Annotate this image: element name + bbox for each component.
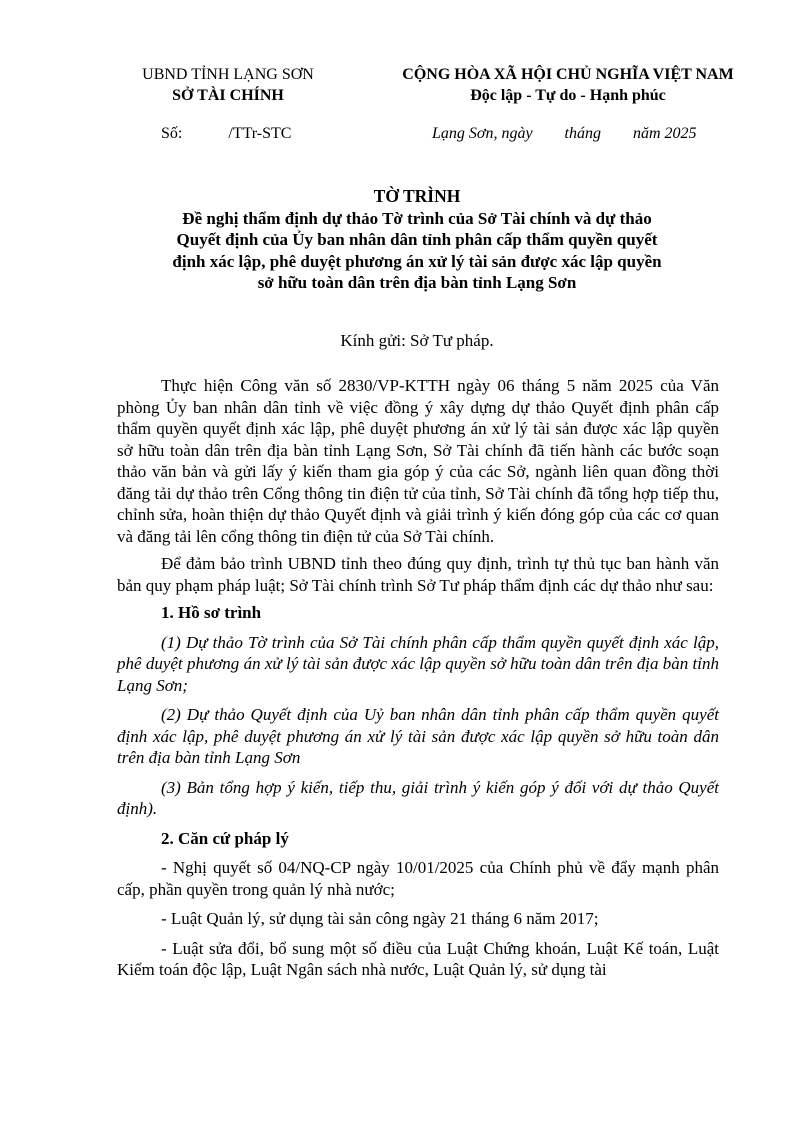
document-number bbox=[161, 124, 291, 144]
ref-suffix: /TTr-STC bbox=[228, 125, 292, 142]
dossier-item: (2) Dự thảo Quyết định của Uỷ ban nhân dân tỉnh phân cấp thẩm quyền quyết định xác lập, phê duyệt phương án xử lý tài sản được xác lập quyền sở hữu toàn dân trên địa bàn tỉnh Lạng Sơn bbox=[117, 705, 719, 767]
title-line-3: định xác lập, phê duyệt phương án xử lý tài sản được xác lập quyền bbox=[172, 251, 662, 271]
recipient-line: Kính gửi: Sở Tư pháp. bbox=[340, 331, 494, 350]
date-month: tháng bbox=[564, 125, 601, 142]
place-date bbox=[432, 124, 697, 144]
body-paragraph-2: Để đảm bảo trình UBND tỉnh theo đúng quy định, trình tự thủ tục ban hành văn bản quy phạm pháp luật; Sở Tài chính trình Sở Tư pháp thẩm định các dự thảo như sau: bbox=[117, 554, 719, 595]
title-line-2: Quyết định của Ủy ban nhân dân tỉnh phân cấp thẩm quyền quyết bbox=[176, 230, 658, 249]
legal-basis-item: - Luật Quản lý, sử dụng tài sản công ngày 21 tháng 6 năm 2017; bbox=[161, 909, 599, 928]
date-year: năm 2025 bbox=[633, 125, 697, 142]
section-1-heading: 1. Hồ sơ trình bbox=[161, 603, 262, 622]
national-motto bbox=[378, 64, 758, 106]
title-line-4: sở hữu toàn dân trên địa bàn tỉnh Lạng Sơn bbox=[257, 273, 577, 292]
legal-basis-item: - Luật sửa đổi, bổ sung một số điều của Luật Chứng khoán, Luật Kế toán, Luật Kiểm toán độc lập, Luật Ngân sách nhà nước, Luật Quản lý, sử dụng tài bbox=[117, 938, 719, 979]
title-line-1: Đề nghị thẩm định dự thảo Tờ trình của Sở Tài chính và dự thảo bbox=[182, 208, 652, 228]
ref-prefix: Số: bbox=[161, 125, 183, 142]
document-title bbox=[117, 186, 717, 294]
document-body bbox=[117, 375, 719, 989]
dossier-item: (1) Dự thảo Tờ trình của Sở Tài chính phân cấp thẩm quyền quyết định xác lập, phê duyệt phương án xử lý tài sản được xác lập quyền sở hữu toàn dân trên địa bàn tỉnh Lạng Sơn; bbox=[117, 632, 719, 695]
agency-parent: UBND TỈNH LẠNG SƠN bbox=[142, 66, 314, 83]
legal-basis-item: - Nghị quyết số 04/NQ-CP ngày 10/01/2025 của Chính phủ về đẩy mạnh phân cấp, phần quyền trong quản lý nhà nước; bbox=[117, 858, 719, 899]
motto: Độc lập - Tự do - Hạnh phúc bbox=[470, 87, 666, 104]
document-type: TỜ TRÌNH bbox=[373, 186, 461, 206]
agency-name: SỞ TÀI CHÍNH bbox=[172, 87, 284, 104]
country-name: CỘNG HÒA XÃ HỘI CHỦ NGHĨA VIỆT NAM bbox=[402, 66, 734, 83]
dossier-item: (3) Bản tổng hợp ý kiến, tiếp thu, giải trình ý kiến góp ý đối với dự thảo Quyết định). bbox=[117, 777, 719, 818]
body-paragraph-1: Thực hiện Công văn số 2830/VP-KTTH ngày 06 tháng 5 năm 2025 của Văn phòng Ủy ban nhân dân tỉnh về việc đồng ý xây dựng dự thảo Quyết định phân cấp thẩm quyền quyết định xác lập, phê duyệt phương án xử lý tài sản được xác lập quyền sở hữu toàn dân trên địa bàn tỉnh Lạng Sơn, Sở Tài chính đã tiến hành các bước soạn thảo văn bản và gửi lấy ý kiến tham gia góp ý của các Sở, ngành liên quan đồng thời đăng tải dự thảo trên Cổng thông tin điện tử của tỉnh, Sở Tài chính đã tổng hợp tiếp thu, chỉnh sửa, hoàn thiện dự thảo Quyết định và giải trình ý kiến đóng góp của các cơ quan và đăng tải lên cổng thông tin điện tử của Sở Tài chính. bbox=[117, 376, 719, 546]
issuing-agency bbox=[117, 64, 339, 106]
date-place: Lạng Sơn, ngày bbox=[432, 125, 533, 142]
section-2-heading: 2. Căn cứ pháp lý bbox=[161, 828, 289, 848]
